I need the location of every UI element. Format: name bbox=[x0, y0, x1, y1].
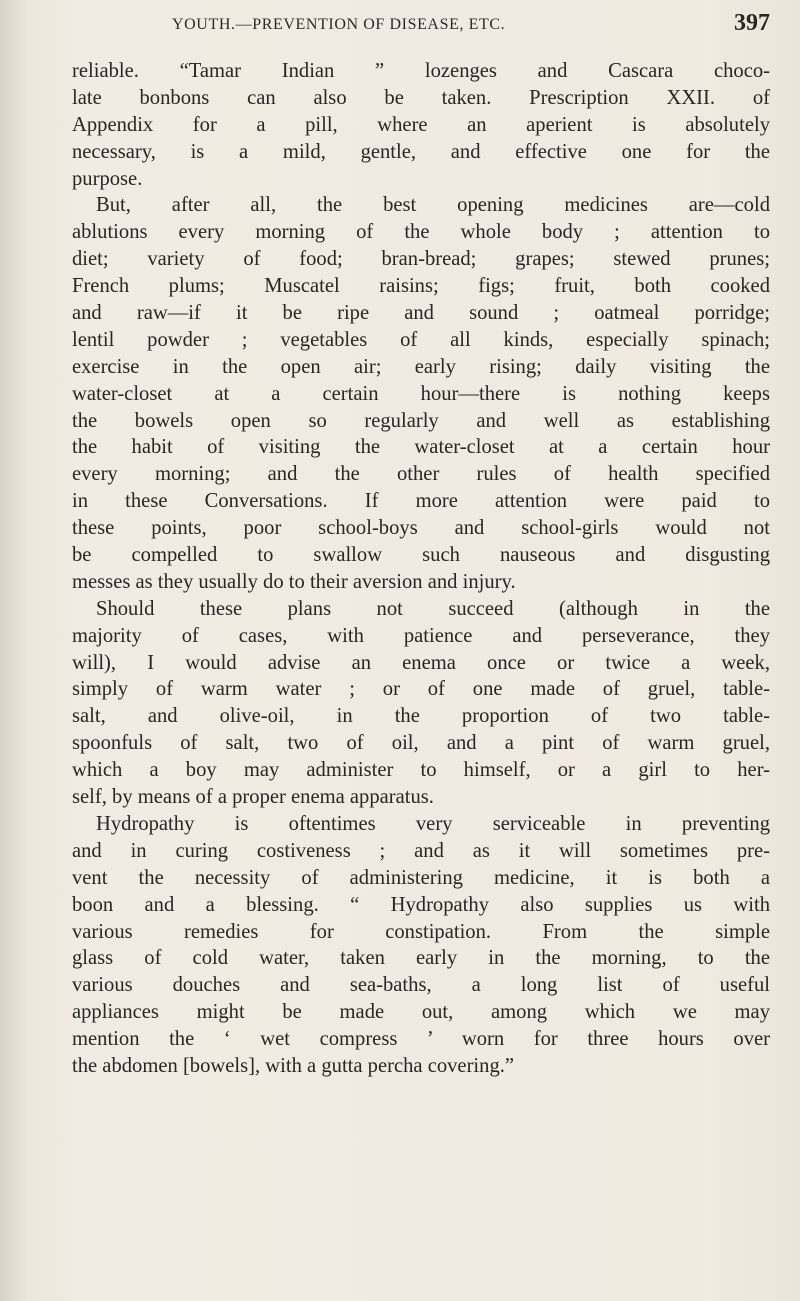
text-line: every morning; and the other rules of health specified bbox=[72, 463, 770, 486]
text-line: French plums; Muscatel raisins; figs; fruit, both cooked bbox=[72, 275, 770, 298]
page-number: 397 bbox=[734, 10, 770, 36]
text-line: messes as they usually do to their aversion and injury. bbox=[72, 570, 516, 593]
text-line: vent the necessity of administering medicine, it is both a bbox=[72, 866, 770, 889]
text-line: the habit of visiting the water-closet at a certain hour bbox=[72, 436, 770, 459]
text-line: diet; variety of food; bran-bread; grapes; stewed prunes; bbox=[72, 248, 770, 271]
text-line: will), I would advise an enema once or twice a week, bbox=[72, 651, 770, 674]
text-line: and raw—if it be ripe and sound ; oatmeal porridge; bbox=[72, 302, 770, 325]
text-line: be compelled to swallow such nauseous and disgusting bbox=[72, 544, 770, 567]
text-line: self, by means of a proper enema apparatus. bbox=[72, 786, 434, 809]
text-line: appliances might be made out, among which we may bbox=[72, 1001, 770, 1024]
text-line: various douches and sea-baths, a long list of useful bbox=[72, 974, 770, 997]
text-line: and in curing costiveness ; and as it will sometimes pre- bbox=[72, 839, 770, 862]
text-line: boon and a blessing. “ Hydropathy also supplies us with bbox=[72, 893, 770, 916]
text-line: majority of cases, with patience and perseverance, they bbox=[72, 624, 770, 647]
text-line: late bonbons can also be taken. Prescription XXII. of bbox=[72, 86, 770, 109]
text-line: Hydropathy is oftentimes very serviceable in preventing bbox=[96, 812, 770, 835]
text-line: purpose. bbox=[72, 167, 143, 190]
text-line: various remedies for constipation. From the simple bbox=[72, 920, 770, 943]
text-line: in these Conversations. If more attention were paid to bbox=[72, 490, 770, 513]
body-text bbox=[72, 58, 770, 1080]
text-line: ablutions every morning of the whole body ; attention to bbox=[72, 221, 770, 244]
text-line: which a boy may administer to himself, or a girl to her- bbox=[72, 759, 770, 782]
text-line: the abdomen [bowels], with a gutta percha covering.” bbox=[72, 1054, 515, 1077]
text-line: exercise in the open air; early rising; daily visiting the bbox=[72, 355, 770, 378]
text-line: the bowels open so regularly and well as establishing bbox=[72, 409, 770, 432]
text-line: salt, and olive-oil, in the proportion of two table- bbox=[72, 705, 770, 728]
text-line: Appendix for a pill, where an aperient is absolutely bbox=[72, 113, 770, 136]
text-line: lentil powder ; vegetables of all kinds, especially spinach; bbox=[72, 328, 770, 351]
text-line: Should these plans not succeed (although in the bbox=[96, 597, 770, 620]
text-line: simply of warm water ; or of one made of gruel, table- bbox=[72, 678, 770, 701]
text-line: reliable. “Tamar Indian ” lozenges and Cascara choco- bbox=[72, 60, 770, 82]
text-line: water-closet at a certain hour—there is nothing keeps bbox=[72, 382, 770, 405]
text-line: spoonfuls of salt, two of oil, and a pint of warm gruel, bbox=[72, 732, 770, 755]
running-head: YOUTH.—PREVENTION OF DISEASE, ETC. bbox=[172, 16, 506, 33]
text-line: necessary, is a mild, gentle, and effective one for the bbox=[72, 140, 770, 163]
text-line: glass of cold water, taken early in the morning, to the bbox=[72, 947, 770, 970]
text-line: these points, poor school-boys and school-girls would not bbox=[72, 517, 770, 540]
text-line: But, after all, the best opening medicines are—cold bbox=[96, 194, 770, 217]
page-header bbox=[172, 10, 770, 40]
text-line: mention the ‘ wet compress ’ worn for three hours over bbox=[72, 1028, 770, 1051]
